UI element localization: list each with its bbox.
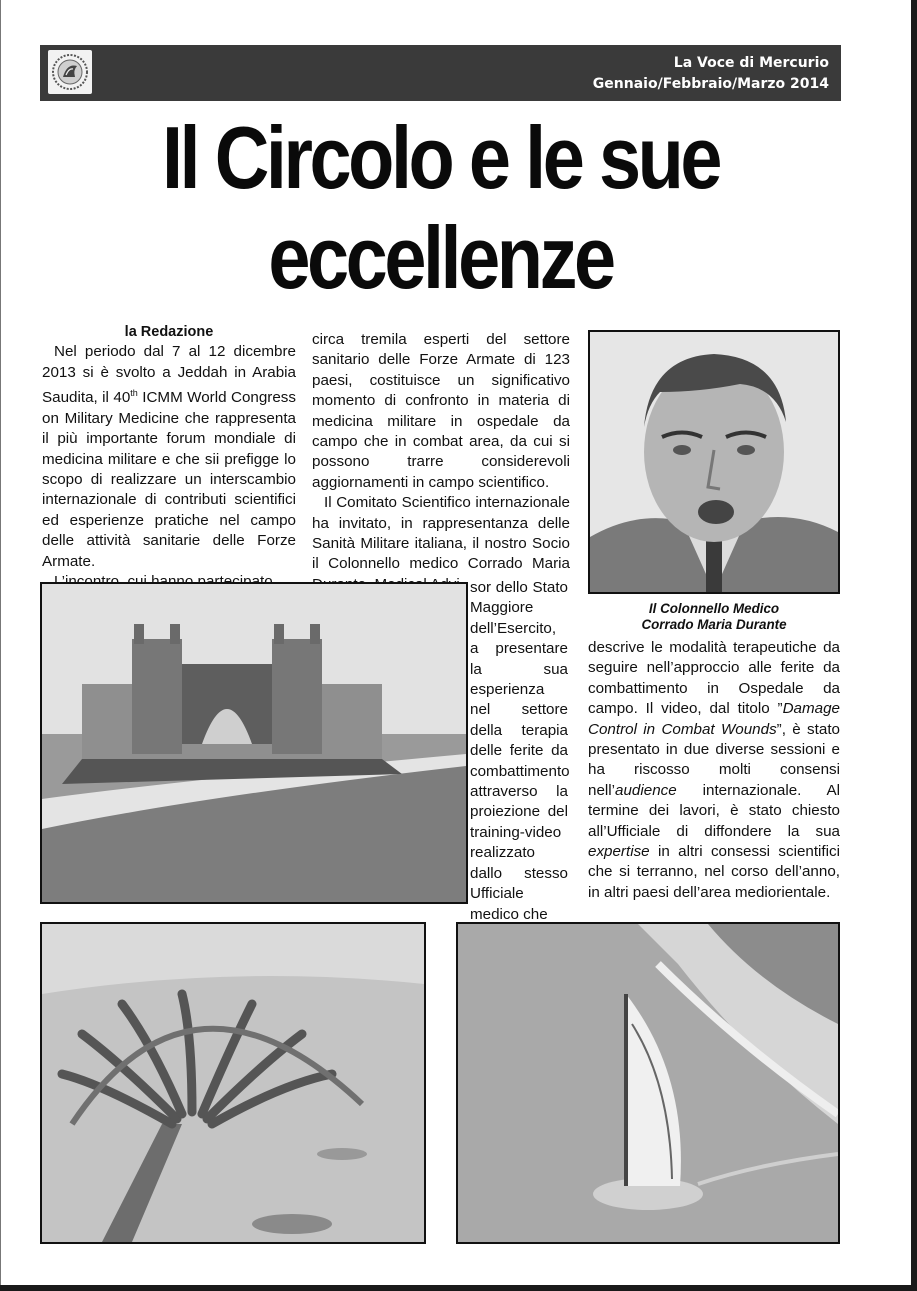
- video-title: Damage Control in Combat Wounds: [588, 700, 840, 738]
- paragraph-1: [42, 342, 296, 572]
- byline: la Redazione: [124, 324, 214, 340]
- paragraph-1-text-a: Nel periodo dal 7 al 12 dicembre 2013 si è svolto a Jeddah in Arabia Saudita, il 40: [42, 343, 296, 407]
- header-bar: [40, 45, 841, 101]
- publication-name: La Voce di Mercurio: [673, 55, 829, 71]
- paragraph-1-text-b: ICMM World Congress on Military Medicine che rappresenta il più importante forum mondiale di medicina militare e che sii prefigge lo scopo di realizzare un interscambio internazionale di contributi scientifici ed esperienze pratiche nel campo delle attività sanitarie delle Forze Armate.: [42, 389, 296, 570]
- word-expertise: expertise: [588, 843, 650, 861]
- paragraph-3-final-text-1: descrive le modalità terapeutiche da seguire nell’approccio alle ferite da combattimento in Ospedale da campo. Il video, dal titolo ”: [588, 639, 840, 718]
- portrait-photo: [588, 330, 840, 594]
- paragraph-3-final-text-2: ”, è stato presentato in due diverse sessioni e ha riscosso molti consensi nell’: [588, 720, 840, 799]
- paragraph-2-cont: circa tremila esperti del settore sanitario delle Forze Armate di 123 paesi, costituisce un significativo momento di confronto in materia di medicina militare in ospedale da campo che in combat area, da cui si possono trarre considerevoli aggiornamenti in campo scientifico.: [312, 331, 570, 491]
- issue-date: Gennaio/Febbraio/Marzo 2014: [592, 76, 829, 92]
- article-column-2: [312, 330, 570, 595]
- article-column-1: [42, 322, 296, 592]
- paragraph-3-cont: sor dello Stato Maggiore dell’Esercito, a presentare la sua esperienza nel settore della terapia delle ferite da combattimento attraverso la proiezione del training-video realizzato dallo stesso Ufficiale medico che: [470, 579, 570, 923]
- paragraph-3-final: [588, 638, 840, 903]
- circolo-logo-icon: [48, 50, 92, 94]
- page-edge-left: [0, 0, 1, 1291]
- superscript-th: th: [130, 388, 138, 399]
- page-edge-right: [911, 0, 917, 1291]
- paragraph-3: Il Comitato Scientifico internazionale ha invitato, in rappresentanza delle Sanità Militare italiana, il nostro Socio il Colonnello medico Corrado Maria: [312, 494, 570, 573]
- publication-header: [593, 53, 829, 95]
- headline-line-1: Il Circolo e le sue: [161, 108, 720, 207]
- article-column-3: [588, 638, 840, 903]
- headline-line-2: eccellenze: [268, 208, 613, 307]
- hotel-photo: [40, 582, 468, 904]
- word-audience: audience: [615, 781, 677, 799]
- photo-caption: [588, 601, 840, 633]
- page-title: [96, 108, 785, 308]
- palm-island-photo: [40, 922, 426, 1244]
- paragraph-3-final-text-3: internazionale. Al termine dei lavori, è stato chiesto all’Ufficiale di diffondere la sua: [588, 781, 840, 840]
- burj-al-arab-photo: [456, 922, 840, 1244]
- caption-line-2: Corrado Maria Durante: [641, 617, 787, 632]
- page-edge-bottom: [0, 1285, 917, 1291]
- article-column-2-narrow: [470, 578, 568, 925]
- caption-line-1: Il Colonnello Medico: [648, 601, 780, 616]
- paragraph-3-final-text-4: in altri consessi scientifici che si terranno, nel corso dell’anno, in altri paesi dell’area mediorientale.: [588, 843, 840, 901]
